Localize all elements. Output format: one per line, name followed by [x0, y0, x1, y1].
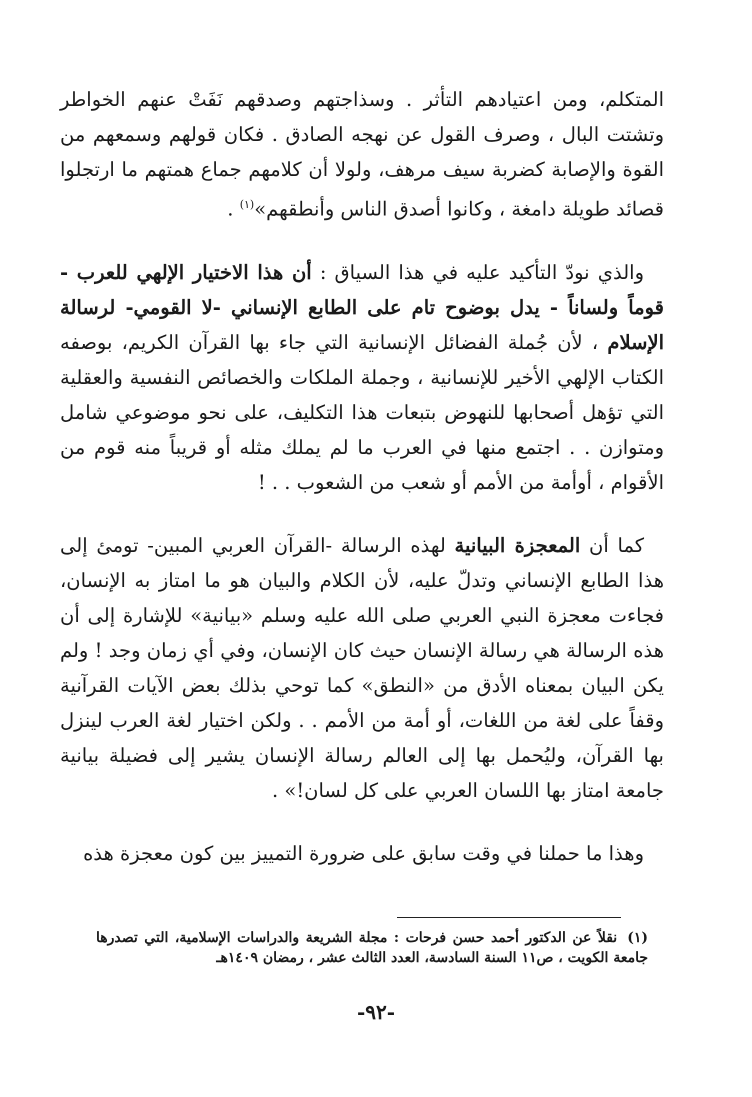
paragraph-3-lead: كما أن [580, 533, 645, 557]
footnote-text: نقلاً عن الدكتور أحمد حسن فرحات : مجلة الشريعة والدراسات الإسلامية، التي تصدرها جامعة الكويت ، ص١١ السنة السادسة، العدد الثالث عشر ، رمضان ١٤٠٩هـ [96, 930, 648, 966]
paragraph-3-rest: لهذه الرسالة -القرآن العربي المبين- تومئ إلى هذا الطابع الإنساني وتدلّ عليه، لأن الكلام والبيان هو ما امتاز به الإنسان، فجاءت معجزة النبي العربي صلى الله عليه وسلم «بيانية» للإشارة إلى أن هذه الرسالة هي رسالة الإنسان حيث كان الإنسان، وفي أي زمان وجد ! ولم يكن البيان بمعناه الأدق من «النطق» كما توحي بذلك بعض الآيات القرآنية وقفاً على لغة من اللغات، أو أمة من الأمم . . ولكن اختيار لغة العرب لينزل بها القرآن، وليُحمل بها إلى العالم رسالة الإنسان يشير إلى فضيلة بيانية جامعة امتاز بها اللسان العربي على كل لسان!» . [60, 533, 664, 802]
paragraph-1-text: المتكلم، ومن اعتيادهم التأثر . وسذاجتهم وصدقهم نَفَتْ عنهم الخواطر وتشتت البال ، وصرف القول عن نهجه الصادق . فكان قولهم وسمعهم من القوة والإصابة كضربة سيف مرهف، ولولا أن كلامهم جماع همتهم ما ارتجلوا قصائد طويلة دامغة ، وكانوا أصدق الناس وأنطقهم» [60, 88, 664, 221]
paragraph-4-text: وهذا ما حملنا في وقت سابق على ضرورة التمييز بين كون معجزة هذه [83, 841, 644, 865]
paragraph-1-end: . [227, 197, 240, 221]
footnote-divider [397, 917, 621, 918]
paragraph-1 [60, 82, 664, 227]
paragraph-3-emphasis: المعجزة البيانية [454, 533, 581, 557]
paragraph-4 [60, 836, 664, 871]
paragraph-2-emphasis: أن هذا الاختيار الإلهي للعرب - قوماً ولساناً - يدل بوضوح تام على الطابع الإنساني -لا القومي- لرسالة الإسلام [60, 260, 664, 354]
paragraph-2-rest: ، لأن جُملة الفضائل الإنسانية التي جاء بها القرآن الكريم، بوصفه الكتاب الإلهي الأخير للإنسانية ، وجملة الملكات والخصائص النفسية والعقلية التي تؤهل أصحابها للنهوض بتبعات هذا التكليف، على نحو موضوعي شامل ومتوازن . . اجتمع منها في العرب ما لم يملك مثله أو قريباً منه قوم من الأقوام ، أوأمة من الأمم أو شعب من الشعوب . . ! [60, 330, 664, 494]
page-number: -٩٢- [356, 1000, 396, 1024]
footnote-number: (١) [627, 930, 648, 946]
paragraph-2 [60, 255, 664, 500]
footnote [96, 928, 648, 968]
paragraph-2-lead: والذي نودّ التأكيد عليه في هذا السياق : [311, 260, 644, 284]
footnote-reference[interactable]: (١) [239, 198, 255, 211]
paragraph-3 [60, 528, 664, 808]
